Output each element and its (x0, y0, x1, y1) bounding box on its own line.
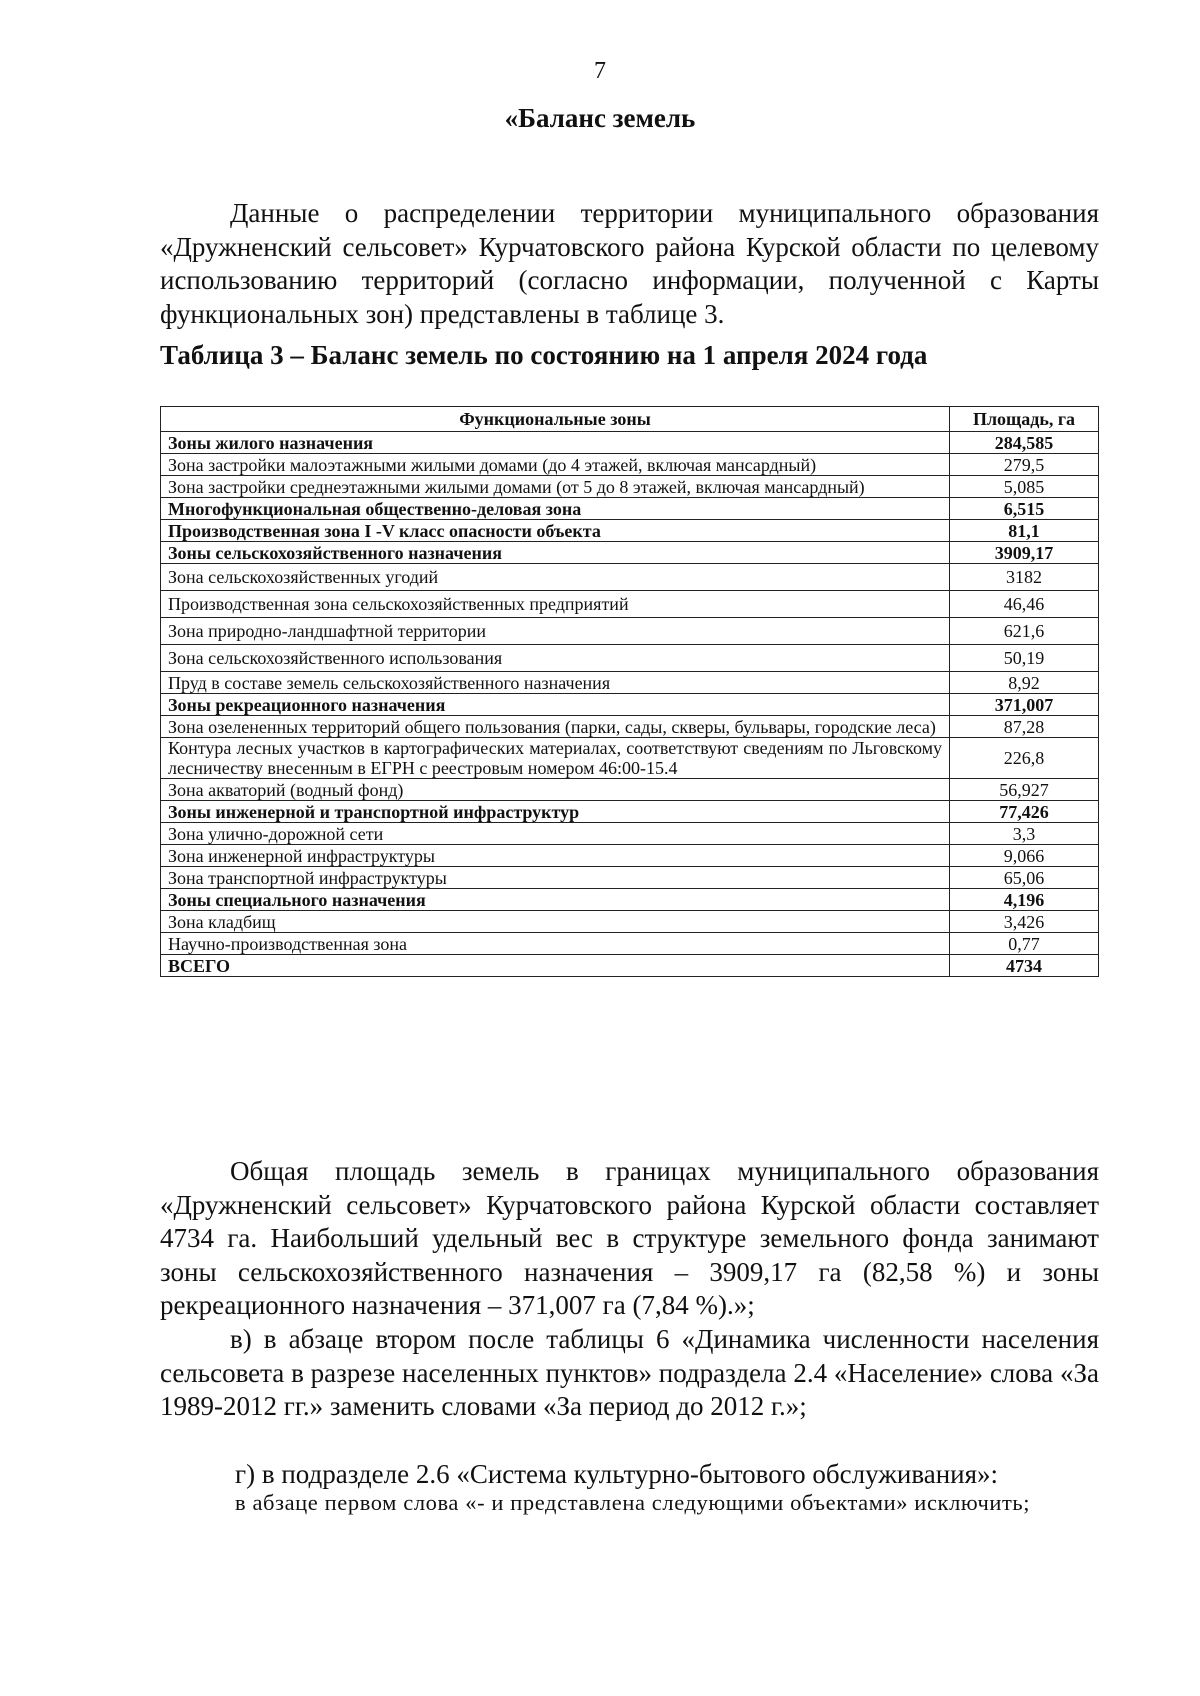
amendment-v: в) в абзаце втором после таблицы 6 «Динамика численности населения сельсовета в разрезе населенных пунктов» подраздела 2.4 «Население» слова «За 1989-2012 гг.» заменить словами «За период до 2012 г.»; (160, 1324, 1099, 1421)
zone-name-cell: Зоны рекреационного назначения (161, 694, 950, 716)
table-row (161, 694, 1099, 716)
zone-name-cell: Зона сельскохозяйственного использования (161, 645, 950, 672)
table-row (161, 618, 1099, 645)
zone-area-cell: 9,066 (950, 845, 1099, 867)
zone-name-cell: Производственная зона I -V класс опасности объекта (161, 520, 950, 542)
zone-area-cell: 621,6 (950, 618, 1099, 645)
table-row (161, 845, 1099, 867)
zone-name-cell: Зона озелененных территорий общего пользования (парки, сады, скверы, бульвары, городские леса) (161, 716, 950, 738)
table-caption: Таблица 3 – Баланс земель по состоянию на 1 апреля 2024 года (160, 340, 928, 370)
summary-paragraph: Общая площадь земель в границах муниципального образования «Дружненский сельсовет» Курчатовского района Курской области составляет 4734 га. Наибольший удельный вес в структуре земельного фонда занимают зоны сельскохозяйственного назначения – 3909,17 га (82,58 %) и зоны рекреационного назначения – 371,007 га (7,84 %).»; (160, 1156, 1099, 1320)
intro-paragraph: Данные о распределении территории муниципального образования «Дружненский сельсовет» Курчатовского района Курской области по целевому использованию территорий (согласно информации, полученной с Карты функциональных зон) представлены в таблице 3. (160, 198, 1099, 329)
table-row (161, 432, 1099, 454)
zone-area-cell: 3182 (950, 564, 1099, 591)
page-number: 7 (594, 58, 606, 84)
zone-area-cell: 65,06 (950, 867, 1099, 889)
table-row (161, 542, 1099, 564)
zone-name-cell: Производственная зона сельскохозяйственных предприятий (161, 591, 950, 618)
section-title: «Баланс земель (504, 103, 696, 133)
table-row (161, 454, 1099, 476)
zone-area-cell: 6,515 (950, 498, 1099, 520)
zone-area-cell: 0,77 (950, 933, 1099, 955)
zone-name-cell: Зона акваторий (водный фонд) (161, 779, 950, 801)
table-row (161, 779, 1099, 801)
zone-area-cell: 5,085 (950, 476, 1099, 498)
zone-name-cell: Зона инженерной инфраструктуры (161, 845, 950, 867)
zone-name-cell: Зона природно-ландшафтной территории (161, 618, 950, 645)
zone-name-cell: ВСЕГО (161, 955, 950, 977)
table-row (161, 867, 1099, 889)
table-row (161, 911, 1099, 933)
zone-area-cell: 8,92 (950, 672, 1099, 694)
amendment-g-detail: в абзаце первом слова «- и представлена следующими объектами» исключить; (235, 1489, 1031, 1515)
table-row (161, 498, 1099, 520)
zone-area-cell: 50,19 (950, 645, 1099, 672)
table-row (161, 933, 1099, 955)
amendment-g: г) в подразделе 2.6 «Система культурно-бытового обслуживания»: (235, 1459, 999, 1489)
zone-name-cell: Зона застройки среднеэтажными жилыми домами (от 5 до 8 этажей, включая мансардный) (161, 476, 950, 498)
table-row (161, 738, 1099, 779)
zone-name-cell: Зона улично-дорожной сети (161, 823, 950, 845)
table-row (161, 591, 1099, 618)
table-row (161, 823, 1099, 845)
zone-name-cell: Зона застройки малоэтажными жилыми домами (до 4 этажей, включая мансардный) (161, 454, 950, 476)
zone-area-cell: 81,1 (950, 520, 1099, 542)
zone-name-cell: Научно-производственная зона (161, 933, 950, 955)
zone-area-cell: 279,5 (950, 454, 1099, 476)
table-row (161, 476, 1099, 498)
zone-area-cell: 3909,17 (950, 542, 1099, 564)
zone-area-cell: 371,007 (950, 694, 1099, 716)
zone-name-cell: Зоны жилого назначения (161, 432, 950, 454)
table-header-row (161, 407, 1099, 432)
table-row (161, 672, 1099, 694)
zone-name-cell: Зоны специального назначения (161, 889, 950, 911)
zone-area-cell: 4,196 (950, 889, 1099, 911)
zone-area-cell: 3,3 (950, 823, 1099, 845)
zone-name-cell: Зона сельскохозяйственных угодий (161, 564, 950, 591)
table-row (161, 955, 1099, 977)
header-area: Площадь, га (950, 407, 1099, 432)
zone-name-cell: Зоны сельскохозяйственного назначения (161, 542, 950, 564)
table-row (161, 564, 1099, 591)
table-row (161, 716, 1099, 738)
zone-name-cell: Зона кладбищ (161, 911, 950, 933)
header-zones: Функциональные зоны (161, 407, 950, 432)
zone-area-cell: 46,46 (950, 591, 1099, 618)
zone-name-cell: Контура лесных участков в картографических материалах, соответствуют сведениям по Льговскому лесничеству внесенным в ЕГРН с реестровым номером 46:00-15.4 (161, 738, 950, 779)
zone-area-cell: 4734 (950, 955, 1099, 977)
table-row (161, 645, 1099, 672)
zone-name-cell: Пруд в составе земель сельскохозяйственного назначения (161, 672, 950, 694)
zone-area-cell: 87,28 (950, 716, 1099, 738)
zone-name-cell: Зона транспортной инфраструктуры (161, 867, 950, 889)
zone-name-cell: Многофункциональная общественно-деловая зона (161, 498, 950, 520)
zone-area-cell: 56,927 (950, 779, 1099, 801)
table-row (161, 801, 1099, 823)
table-row (161, 520, 1099, 542)
table-row (161, 889, 1099, 911)
zone-area-cell: 284,585 (950, 432, 1099, 454)
zone-area-cell: 77,426 (950, 801, 1099, 823)
zone-area-cell: 226,8 (950, 738, 1099, 779)
land-balance-table (160, 406, 1099, 977)
table-body (161, 432, 1099, 977)
zone-name-cell: Зоны инженерной и транспортной инфраструктур (161, 801, 950, 823)
zone-area-cell: 3,426 (950, 911, 1099, 933)
